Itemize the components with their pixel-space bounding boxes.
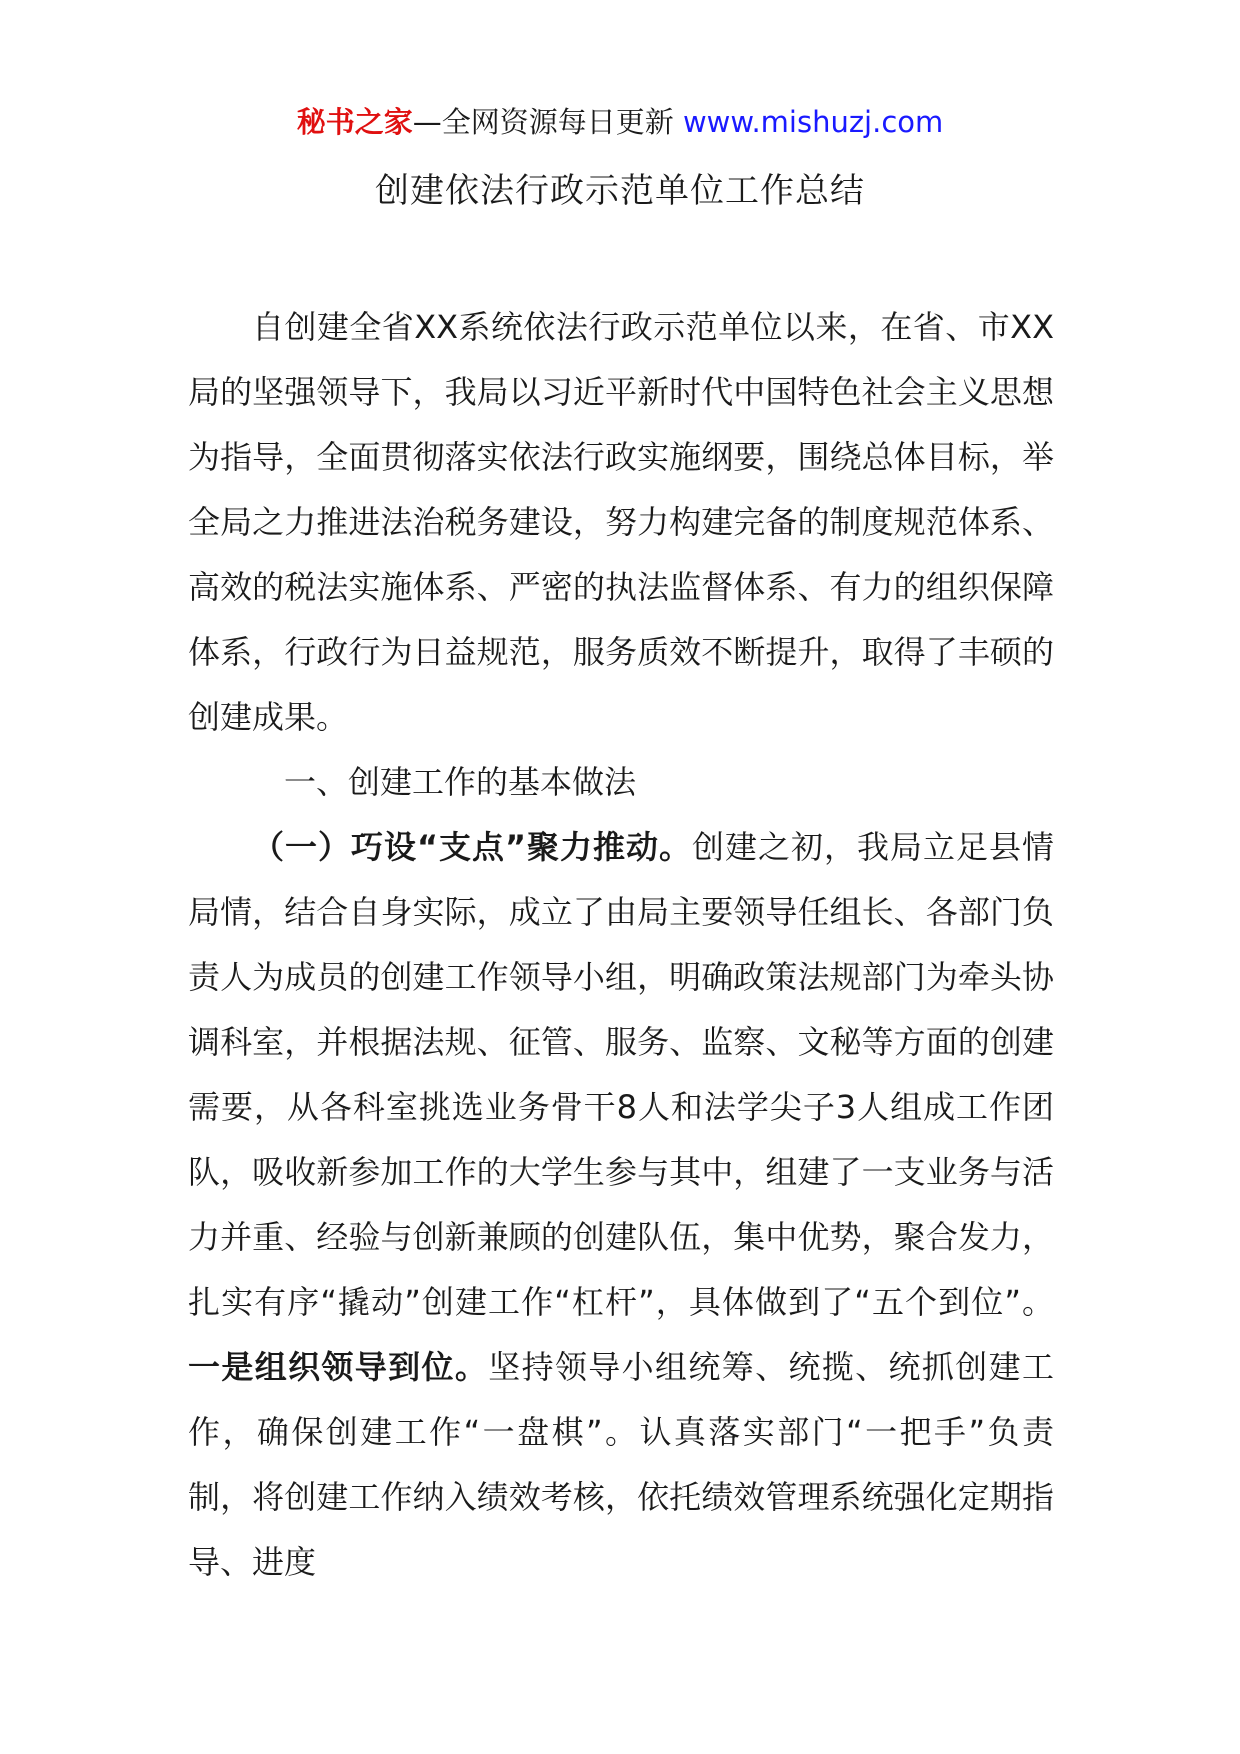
intro-paragraph: 自创建全省XX系统依法行政示范单位以来，在省、市XX局的坚强领导下，我局以习近平新时代中国特色社会主义思想为指导，全面贯彻落实依法行政实施纲要，围绕总体目标，举全局之力推进法治税务建设，努力构建完备的制度规范体系、高效的税法实施体系、严密的执法监督体系、有力的组织保障体系，行政行为日益规范，服务质效不断提升，取得了丰硕的创建成果。	[188, 308, 1054, 736]
subsection-heading: （一）巧设“支点”聚力推动。	[252, 828, 693, 866]
document-body	[188, 295, 1054, 1595]
point-one-heading: 一是组织领导到位。	[188, 1348, 489, 1386]
site-tagline: —全网资源每日更新	[412, 105, 683, 139]
subsection-paragraph	[188, 815, 1054, 1595]
brand-name: 秘书之家	[296, 105, 413, 139]
section-heading: 一、创建工作的基本做法	[284, 763, 637, 801]
site-header	[0, 100, 1240, 144]
document-title: 创建依法行政示范单位工作总结	[375, 171, 865, 211]
subsection-text-part1: 创建之初，我局立足县情局情，结合自身实际，成立了由局主要领导任组长、各部门负责人为成员的创建工作领导小组，明确政策法规部门为牵头协调科室，并根据法规、征管、服务、监察、文秘等方面的创建需要，从各科室挑选业务骨干8人和法学尖子3人组成工作团队，吸收新参加工作的大学生参与其中，组建了一支业务与活力并重、经验与创新兼顾的创建队伍，集中优势，聚合发力，扎实有序“撬动”创建工作“杠杆”，具体做到了“五个到位”。	[188, 828, 1054, 1321]
site-url-link[interactable]: www.mishuzj.com	[682, 105, 944, 139]
subsection-text-part2: 坚持领导小组统筹、统揽、统抓创建工作，确保创建工作“一盘棋”。认真落实部门“一把手”负责制，将创建工作纳入绩效考核，依托绩效管理系统强化定期指导、进度	[188, 1348, 1054, 1581]
